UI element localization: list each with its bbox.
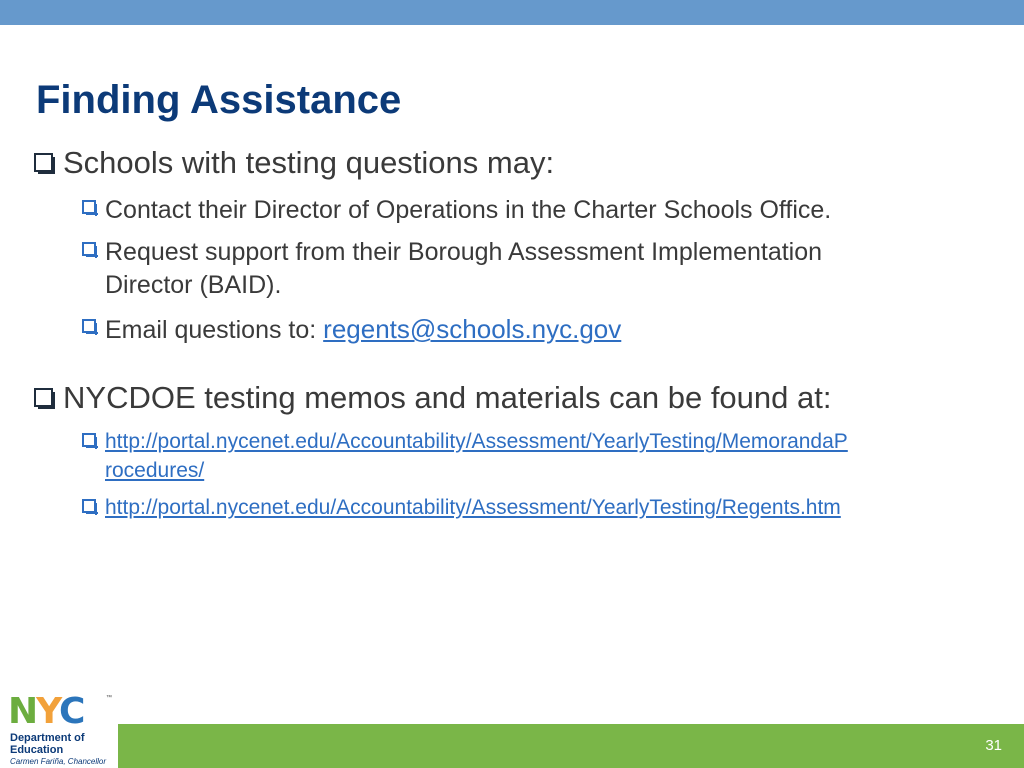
bullet-text-line2: Director (BAID). <box>105 271 282 299</box>
link-line2[interactable]: rocedures/ <box>105 459 205 482</box>
bullet-text <box>105 236 822 302</box>
square-bullet-icon <box>34 388 53 407</box>
logo-letter-y: Y <box>36 691 59 732</box>
logo-letter-c: C <box>58 691 84 732</box>
logo-trademark: ™ <box>106 695 112 701</box>
bullet-memoranda-link <box>82 427 848 485</box>
square-bullet-icon <box>82 200 96 214</box>
slide-title: Finding Assistance <box>36 78 402 122</box>
bullet-email-questions <box>82 313 621 347</box>
nyc-doe-logo <box>8 692 118 768</box>
bullet-contact-director <box>82 194 831 227</box>
email-link[interactable]: regents@schools.nyc.gov <box>323 314 622 344</box>
email-prefix: Email questions to: <box>105 316 324 344</box>
logo-letter-n: N <box>8 691 37 732</box>
bullet-schools-questions <box>34 145 554 181</box>
nyc-logo-letters <box>8 691 84 732</box>
logo-chancellor: Carmen Fariña, Chancellor <box>10 757 107 766</box>
bullet-request-support <box>82 236 822 302</box>
square-bullet-icon <box>82 242 96 256</box>
square-bullet-icon <box>34 153 53 172</box>
bullet-nycdoe-memos <box>34 380 831 416</box>
bullet-text: NYCDOE testing memos and materials can be found at: <box>63 380 832 415</box>
bullet-text <box>105 313 621 347</box>
memoranda-procedures-link[interactable] <box>105 427 848 485</box>
logo-dept-line2: Education <box>10 744 64 756</box>
square-bullet-icon <box>82 319 96 333</box>
regents-link[interactable]: http://portal.nycenet.edu/Accountability/Assessment/YearlyTesting/Regents.htm <box>105 496 841 519</box>
square-bullet-icon <box>82 433 96 447</box>
top-accent-bar <box>0 0 1024 25</box>
bullet-text: Contact their Director of Operations in the Charter Schools Office. <box>105 196 832 224</box>
square-bullet-icon <box>82 499 96 513</box>
link-line1[interactable]: http://portal.nycenet.edu/Accountability/Assessment/YearlyTesting/MemorandaP <box>105 430 848 453</box>
bullet-text: Schools with testing questions may: <box>63 145 555 180</box>
footer-green-bar <box>110 724 1024 768</box>
bullet-regents-link <box>82 493 841 522</box>
page-number: 31 <box>985 737 1002 754</box>
bullet-text-line1: Request support from their Borough Assessment Implementation <box>105 238 823 266</box>
logo-dept-line1: Department of <box>10 732 85 744</box>
